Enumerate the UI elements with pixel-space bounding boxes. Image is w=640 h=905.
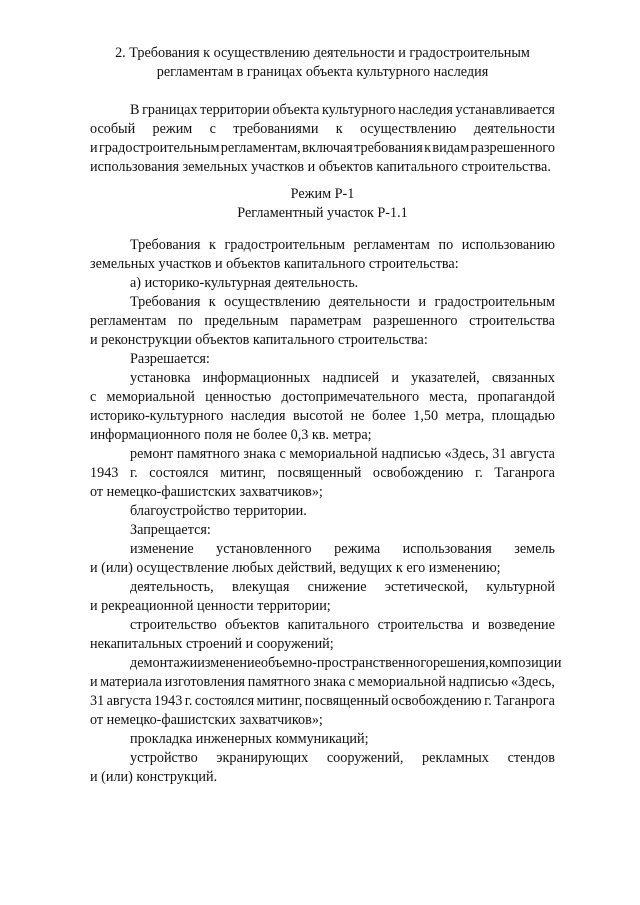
body-line	[130, 293, 555, 312]
word: устройство	[130, 750, 198, 766]
word: надписью	[381, 446, 441, 462]
body-line: и реконструкции объектов капитального строительства:	[90, 332, 428, 348]
word: параметрам	[290, 313, 362, 329]
word: памятного	[247, 674, 311, 690]
body-line: прокладка инженерных коммуникаций;	[130, 731, 369, 747]
word: и	[418, 294, 427, 310]
body-line: некапитальных строений и сооружений;	[90, 636, 334, 652]
word: историко-культурного	[90, 408, 224, 424]
word: экранирующих	[216, 750, 309, 766]
word: связанных	[491, 370, 555, 386]
word: Таганрога	[494, 693, 555, 709]
word: регламентам	[90, 313, 167, 329]
word: мемориальной	[106, 389, 195, 405]
word: культурного	[321, 102, 396, 118]
word: к	[424, 140, 432, 156]
word: посвященный	[304, 693, 389, 709]
word: Требования	[130, 294, 201, 310]
word: В	[130, 102, 140, 118]
word: возведение	[487, 617, 555, 633]
intro-line	[90, 139, 555, 158]
plot-title: Регламентный участок Р-1.1	[237, 205, 408, 221]
word: знака	[243, 446, 276, 462]
body-line	[130, 445, 555, 464]
word: влекущая	[231, 579, 290, 595]
word: митинг,	[256, 693, 303, 709]
body-line	[130, 236, 555, 255]
word: достопримечательного	[281, 389, 420, 405]
word: градостроительным	[98, 140, 220, 156]
word: состоялся	[194, 693, 255, 709]
word: высотой	[292, 408, 344, 424]
word: митинг,	[220, 465, 266, 481]
word: осуществлению	[359, 121, 457, 137]
word: 1943	[90, 465, 119, 481]
word: указателей,	[411, 370, 480, 386]
body-line: земельных участков и объектов капитального строительства:	[90, 256, 459, 272]
word: г.	[129, 465, 138, 481]
word: не	[350, 408, 365, 424]
word: разрешенного	[470, 140, 555, 156]
word: установленного	[216, 541, 312, 557]
word: освобождению	[391, 693, 482, 709]
word: объемно-пространственного	[260, 655, 433, 671]
word: освобождению	[372, 465, 464, 481]
word: режим	[152, 121, 193, 137]
body-line	[90, 407, 555, 426]
word: г.	[184, 693, 193, 709]
body-line: от немецко-фашистских захватчиков»;	[90, 484, 323, 500]
word: градостроительным	[224, 237, 345, 253]
word: к	[208, 237, 216, 253]
word: августа	[510, 446, 555, 462]
word: строительства	[469, 313, 555, 329]
word: территории	[200, 102, 270, 118]
word: эстетической,	[384, 579, 469, 595]
permitted-heading: Разрешается:	[130, 351, 210, 367]
body-line	[90, 673, 555, 692]
intro-line: использования земельных участков и объектов капитального строительства.	[90, 159, 551, 175]
word: к	[335, 121, 343, 137]
word: 31	[90, 693, 105, 709]
body-line	[130, 540, 555, 559]
body-line: благоустройство территории.	[130, 503, 307, 519]
word: стендов	[507, 750, 555, 766]
word: площадью	[491, 408, 555, 424]
section-heading-line: 2. Требования к осуществлению деятельности и градостроительным	[115, 45, 530, 61]
word: места,	[429, 389, 468, 405]
intro-line	[90, 120, 555, 139]
word: использования	[402, 541, 492, 557]
regime-title: Режим Р-1	[290, 186, 355, 202]
word: наследия	[398, 102, 453, 118]
word: надписей	[322, 370, 380, 386]
body-line	[130, 578, 555, 597]
word: с	[209, 121, 216, 137]
body-line: и (или) конструкций.	[90, 769, 218, 785]
word: демонтаж	[130, 655, 190, 671]
word: земель	[514, 541, 555, 557]
word: с	[279, 446, 286, 462]
word: разрешенного	[373, 313, 458, 329]
word: мемориальной	[357, 674, 446, 690]
word: строительства	[377, 617, 464, 633]
word: с	[90, 389, 97, 405]
word: видам	[432, 140, 470, 156]
body-line	[90, 692, 555, 711]
word: объекта	[272, 102, 320, 118]
word: изменение	[197, 655, 261, 671]
body-line: и рекреационной ценности территории;	[90, 598, 331, 614]
word: 1943	[153, 693, 183, 709]
body-line	[130, 749, 555, 768]
word: требованиями	[233, 121, 319, 137]
word: регламентам,	[220, 140, 301, 156]
body-line	[90, 388, 555, 407]
word: границах	[142, 102, 198, 118]
body-line	[130, 369, 555, 388]
word: с	[348, 674, 355, 690]
section-heading-line: регламентам в границах объекта культурного наследия	[156, 64, 489, 80]
word: использованию	[461, 237, 555, 253]
body-line: информационного поля не более 0,3 кв. метра;	[90, 427, 372, 443]
word: и	[90, 674, 98, 690]
word: деятельности	[328, 294, 411, 310]
body-line	[130, 654, 562, 673]
word: изготовления	[164, 674, 246, 690]
prohibited-heading: Запрещается:	[130, 522, 211, 538]
word: изменение	[130, 541, 194, 557]
word: капитального	[287, 617, 370, 633]
word: августа	[106, 693, 152, 709]
word: предельным	[204, 313, 279, 329]
word: объектов	[225, 617, 280, 633]
word: знака	[313, 674, 346, 690]
word: мемориальной	[289, 446, 378, 462]
word: градостроительным	[434, 294, 555, 310]
word: композиции	[488, 655, 562, 671]
word: снижение	[307, 579, 367, 595]
body-line: от немецко-фашистских захватчиков»;	[90, 712, 323, 728]
word: и	[189, 655, 198, 671]
word: деятельности	[473, 121, 555, 137]
word: г.	[474, 465, 483, 481]
word: пропагандой	[477, 389, 555, 405]
word: ценностью	[205, 389, 272, 405]
word: 31	[492, 446, 507, 462]
body-line	[130, 616, 555, 635]
word: к	[208, 294, 216, 310]
word: метра,	[445, 408, 485, 424]
word: материала	[100, 674, 163, 690]
word: деятельность,	[130, 579, 214, 595]
word: рекламных	[422, 750, 489, 766]
word: памятного	[176, 446, 240, 462]
word: наследия	[230, 408, 286, 424]
word: режима	[334, 541, 381, 557]
word: и	[391, 370, 399, 386]
body-line: и (или) осуществление любых действий, ведущих к его изменению;	[90, 560, 501, 576]
word: особый	[90, 121, 136, 137]
word: «Здесь,	[510, 674, 555, 690]
word: надписью	[448, 674, 509, 690]
word: Требования	[130, 237, 201, 253]
word: решения,	[432, 655, 489, 671]
word: культурной	[486, 579, 555, 595]
word: ремонт	[130, 446, 174, 462]
body-line	[90, 464, 555, 483]
word: 1,50	[413, 408, 439, 424]
word: строительство	[130, 617, 217, 633]
word: сооружений,	[326, 750, 404, 766]
word: «Здесь,	[444, 446, 489, 462]
word: и	[90, 140, 98, 156]
word: по	[178, 313, 193, 329]
word: посвященный	[277, 465, 362, 481]
word: осуществлению	[224, 294, 321, 310]
word: установка	[130, 370, 191, 386]
word: регламентам	[353, 237, 430, 253]
word: и	[471, 617, 480, 633]
body-line: а) историко-культурная деятельность.	[130, 275, 359, 291]
word: более	[371, 408, 406, 424]
word: устанавливается	[455, 102, 555, 118]
word: Таганрога	[494, 465, 555, 481]
word: по	[438, 237, 454, 253]
word: требования	[354, 140, 423, 156]
intro-line	[130, 101, 555, 120]
section-heading	[90, 44, 555, 82]
word: состоялся	[149, 465, 209, 481]
body-line	[90, 312, 555, 331]
word: информационных	[202, 370, 311, 386]
word: г.	[484, 693, 492, 709]
word: включая	[302, 140, 353, 156]
